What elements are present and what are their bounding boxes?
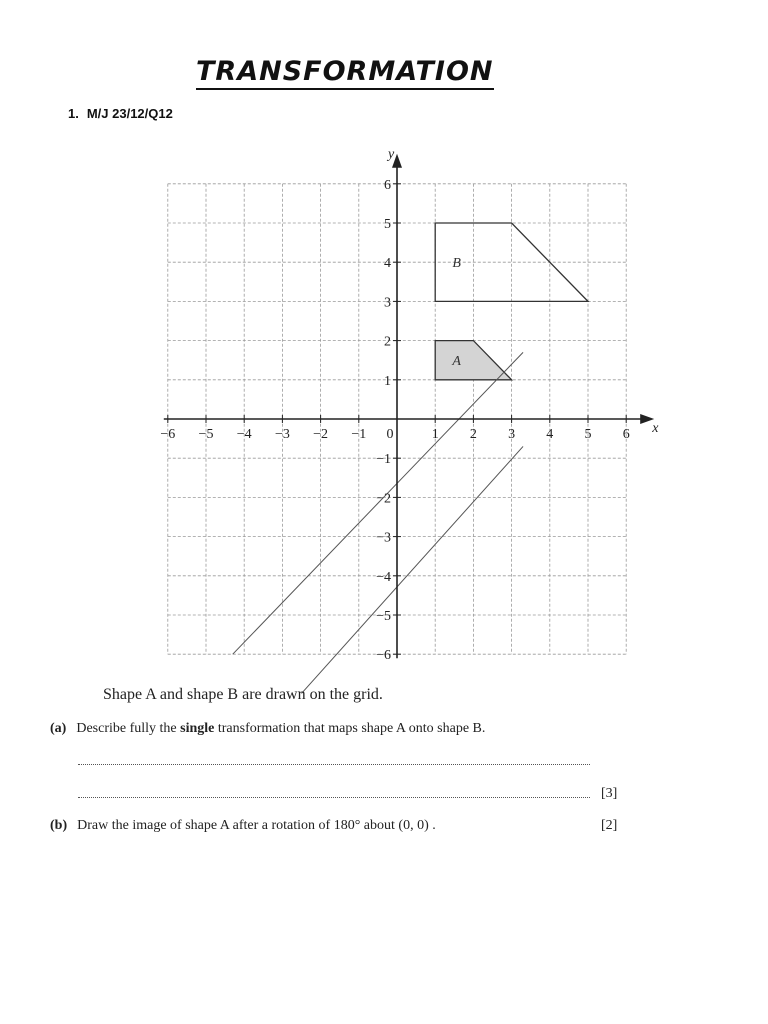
- shape-a-label: A: [452, 354, 461, 370]
- part-b-text: Draw the image of shape A after a rotation of 180° about (0, 0) .: [77, 818, 436, 833]
- y-tick-label: 5: [384, 217, 391, 232]
- x-tick-label: −5: [198, 427, 214, 442]
- question-reference: M/J 23/12/Q12: [86, 106, 173, 121]
- y-tick-label: −5: [376, 609, 391, 624]
- y-tick-label: −3: [376, 530, 391, 546]
- x-tick-label: 4: [546, 427, 554, 442]
- part-a-label: (a): [50, 721, 67, 736]
- y-tick-label: 1: [384, 373, 391, 389]
- y-tick-label: 6: [384, 177, 391, 193]
- part-b: [50, 818, 436, 834]
- x-axis-label: x: [652, 421, 659, 436]
- x-tick-label: 6: [622, 427, 630, 442]
- y-axis-label: y: [388, 146, 395, 162]
- answer-line-2[interactable]: [78, 797, 590, 798]
- part-b-label: (b): [50, 818, 68, 833]
- tick-labels: [160, 178, 629, 663]
- page-title: TRANSFORMATION: [196, 56, 494, 90]
- x-tick-label: 3: [508, 427, 516, 442]
- x-tick-label: −6: [160, 427, 176, 442]
- x-tick-label: 2: [469, 427, 477, 442]
- part-a-text-before: Describe fully the: [76, 721, 181, 736]
- part-a-text-after: transformation that maps shape A onto shape B.: [214, 721, 486, 736]
- part-a-bold-word: single: [180, 721, 215, 736]
- question-intro: [103, 686, 383, 704]
- x-tick-label: 1: [431, 427, 439, 442]
- y-tick-label: −1: [376, 452, 391, 468]
- y-tick-label: 4: [384, 256, 391, 272]
- y-tick-label: −6: [376, 648, 391, 664]
- x-tick-label: −4: [236, 427, 252, 442]
- answer-line-1[interactable]: [78, 764, 590, 765]
- x-tick-label: −3: [274, 427, 290, 442]
- diagonal-line: [302, 446, 524, 693]
- shape-a: [435, 341, 511, 380]
- y-tick-label: −4: [376, 569, 391, 585]
- x-tick-label: −2: [313, 427, 329, 442]
- extra-lines: [233, 352, 523, 693]
- part-a-marks: [3]: [601, 786, 618, 801]
- x-tick-label: −1: [351, 427, 367, 442]
- part-b-marks: [2]: [601, 818, 618, 833]
- y-tick-label: 3: [384, 295, 391, 311]
- y-tick-label: −2: [376, 491, 391, 507]
- x-tick-label: 0: [386, 427, 394, 442]
- y-tick-label: 2: [384, 334, 391, 350]
- part-a: [50, 721, 485, 737]
- axes: [164, 147, 659, 658]
- x-tick-label: 5: [584, 427, 592, 442]
- question-number: 1.: [68, 106, 79, 121]
- shape-b-label: B: [452, 256, 461, 272]
- intro-text: Shape A and shape B are drawn on the grid.: [103, 686, 383, 703]
